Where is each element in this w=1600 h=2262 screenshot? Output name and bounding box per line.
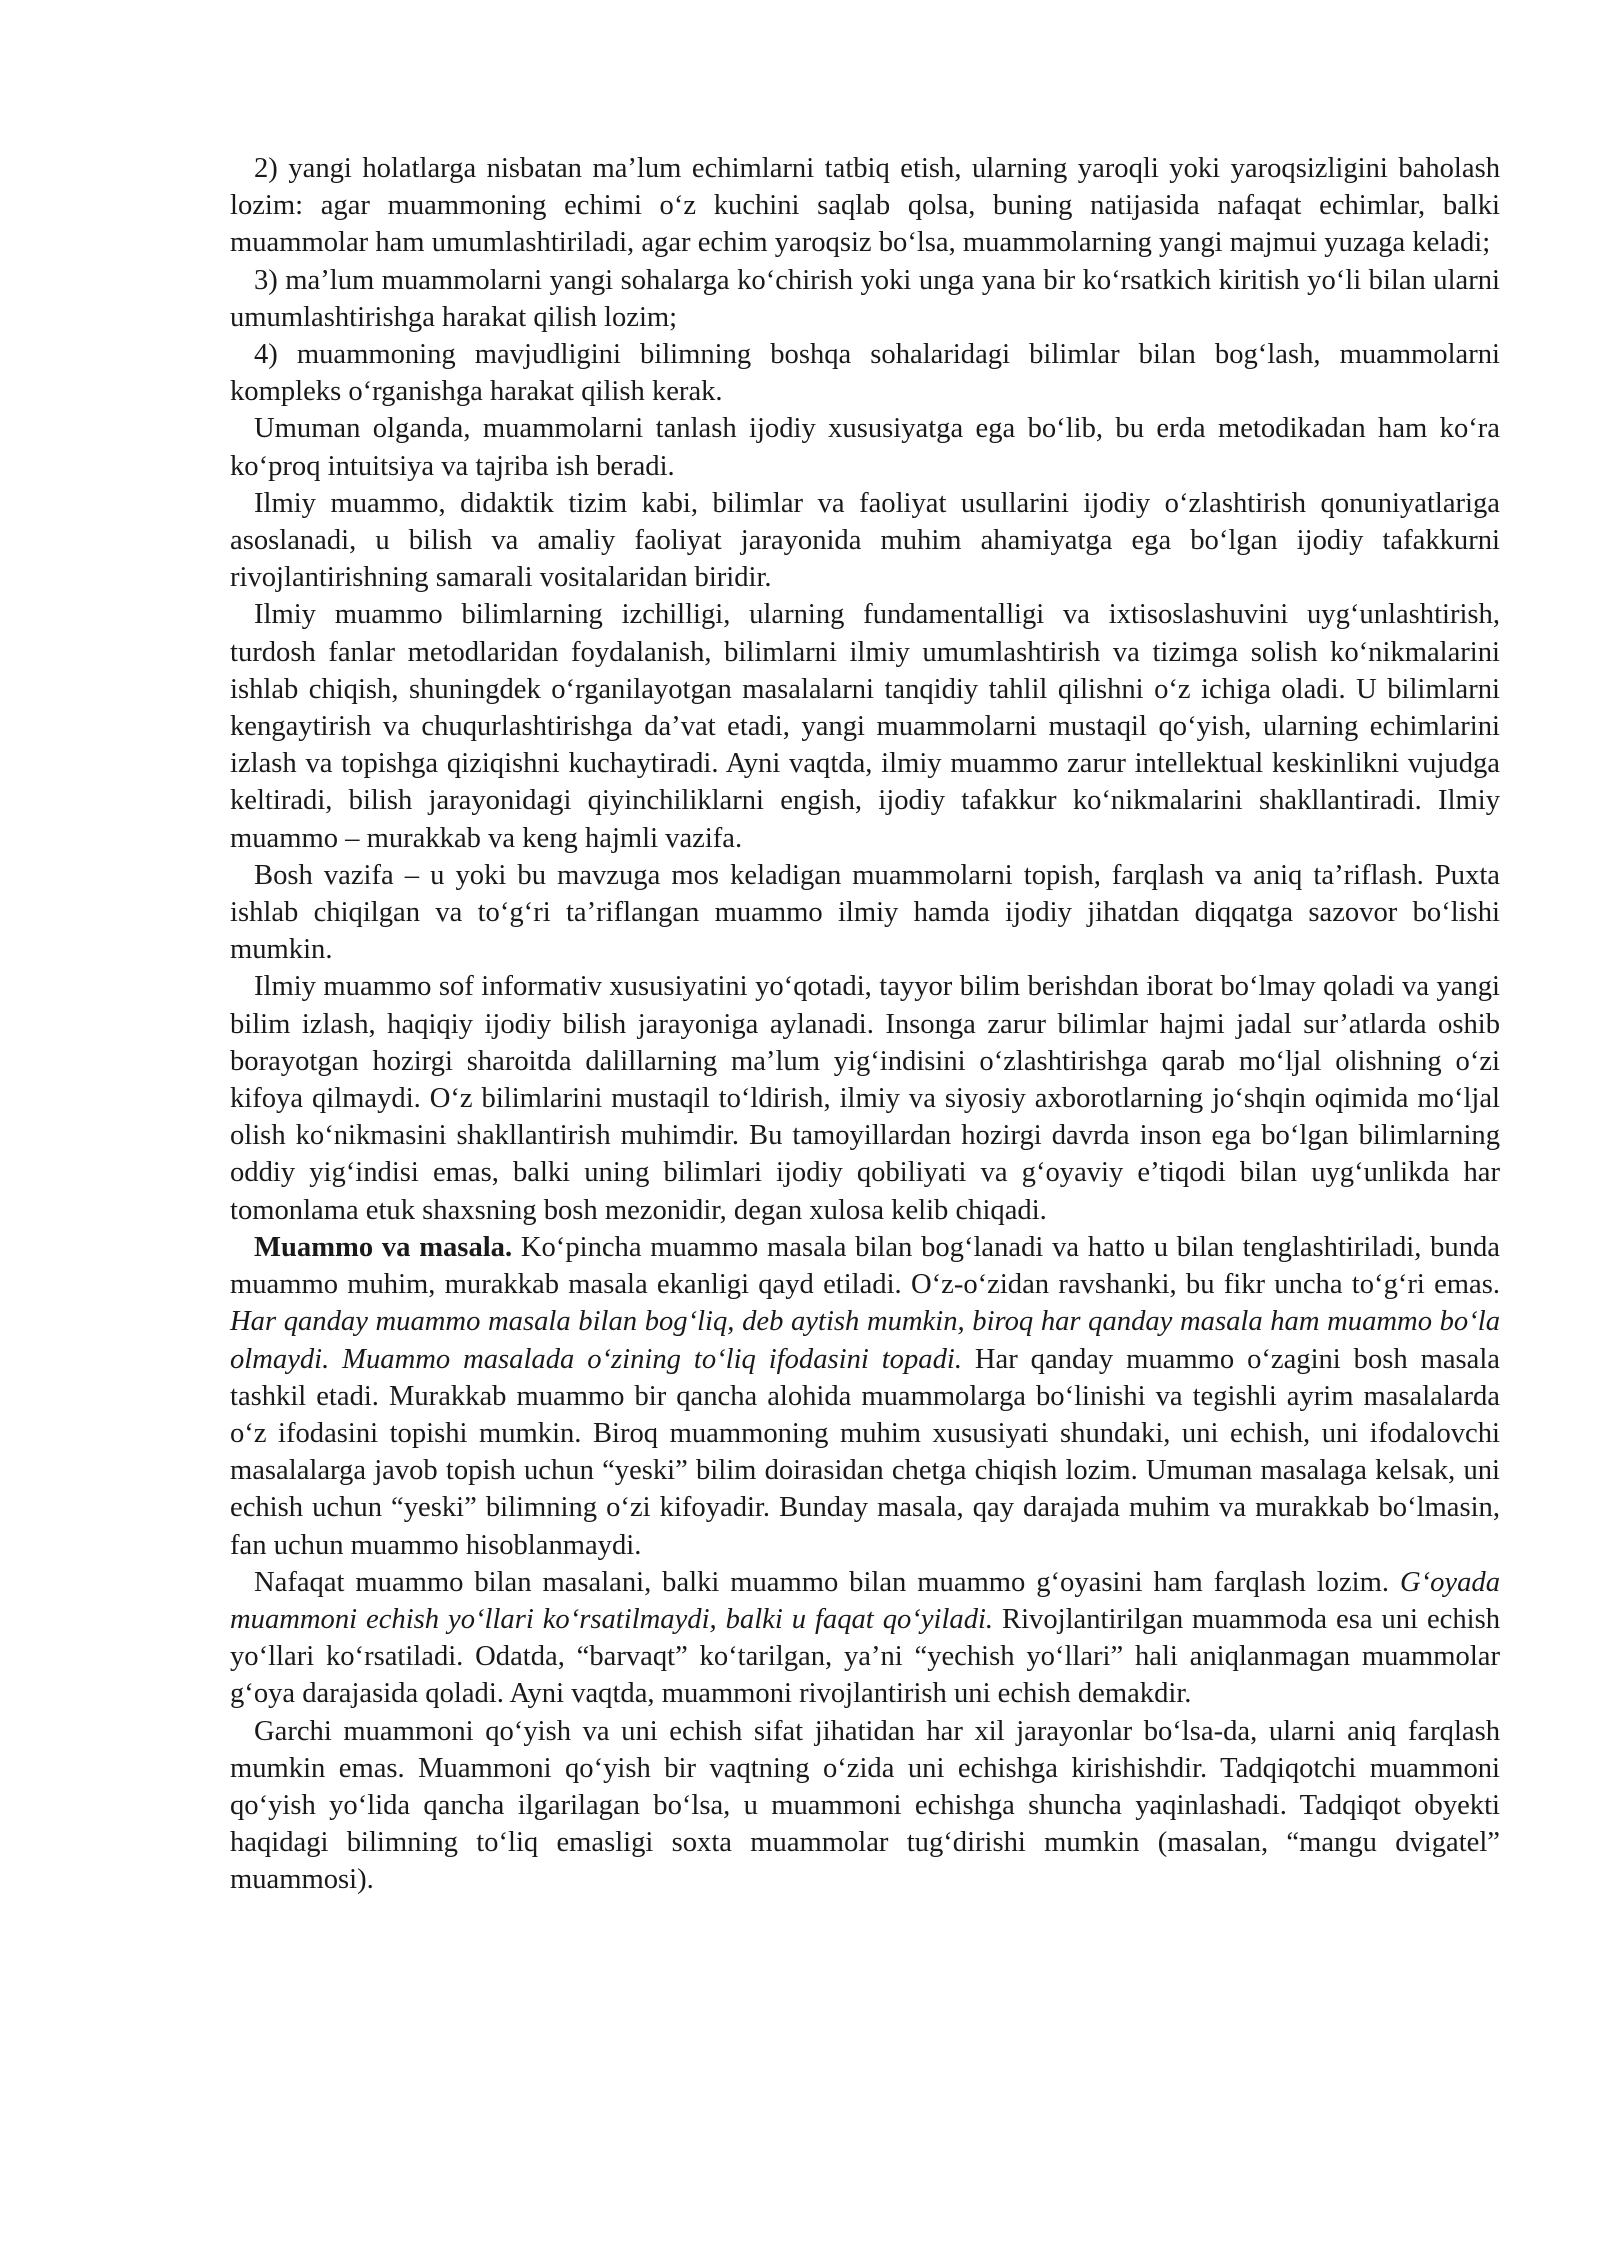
paragraph (230, 410, 1500, 484)
paragraph-text: Nafaqat muammo bilan masalani, balki muammo bilan muammo g‘oyasini ham farqlash lozim. (254, 1566, 1400, 1598)
paragraph-text: Ilmiy muammo sof informativ xususiyatini yo‘qotadi, tayyor bilim berishdan iborat bo‘lmay qoladi va yangi bilim izlash, haqiqiy ijodiy bilish jarayoniga aylanadi. Insonga zarur bilimlar hajmi jadal sur’atlarda oshib borayotgan hozirgi sharoitda dalillarning ma’lum yig‘indisini o‘zlashtirishga qarab mo‘ljal olishning o‘zi kifoya qilmaydi. O‘z bilimlarini mustaqil to‘ldirish, ilmiy va siyosiy axborotlarning jo‘shqin oqimida mo‘ljal olish ko‘nikmasini shakllantirish muhimdir. Bu tamoyillardan hozirgi davrda inson ega bo‘lgan bilimlarning oddiy yig‘indisi emas, balki uning bilimlari ijodiy qobiliyati va g‘oyaviy e’tiqodi bilan uyg‘unlikda har tomonlama etuk shaxsning bosh mezonidir, degan xulosa kelib chiqadi. (230, 971, 1500, 1226)
paragraph-text: Ilmiy muammo bilimlarning izchilligi, ularning fundamentalligi va ixtisoslashuvini uyg‘unlashtirish, turdosh fanlar metodlaridan foydalanish, bilimlarni ilmiy umumlashtirish va tizimga solish ko‘nikmalarini ishlab chiqish, shuningdek o‘rganilayotgan masalalarni tanqidiy tahlil qilishni o‘z ichiga oladi. U bilimlarni kengaytirish va chuqurlashtirishga da’vat etadi, yangi muammolarni mustaqil qo‘yish, ularning echimlarini izlash va topishga qiziqishni kuchaytiradi. Ayni vaqtda, ilmiy muammo zarur intellektual keskinlikni vujudga keltiradi, bilish jarayonidagi qiyinchiliklarni engish, ijodiy tafakkur ko‘nikmalarini shakllantiradi. Ilmiy muammo – murakkab va keng hajmli vazifa. (230, 599, 1500, 854)
paragraph-text: Ilmiy muammo, didaktik tizim kabi, bilimlar va faoliyat usullarini ijodiy o‘zlashtirish qonuniyatlariga asoslanadi, u bilish va amaliy faoliyat jarayonida muhim ahamiyatga ega bo‘lgan ijodiy tafakkurni rivojlantirishning samarali vositalaridan biridir. (230, 487, 1500, 594)
paragraph-text: 4) muammoning mavjudligini bilimning boshqa sohalaridagi bilimlar bilan bog‘lash, muammolarni kompleks o‘rganishga harakat qilish kerak. (230, 339, 1500, 408)
paragraph (230, 857, 1500, 969)
paragraph (230, 968, 1500, 1228)
paragraph-text: Rivojlantirilgan muammoda esa uni echish yo‘llari ko‘rsatiladi. Odatda, “barvaqt” ko‘tarilgan, ya’ni “yechish yo‘llari” hali aniqlanmagan muammolar g‘oya darajasida qoladi. Ayni vaqtda, muammoni rivojlantirish uni echish demakdir. (230, 1603, 1500, 1710)
paragraph (230, 1713, 1500, 1899)
paragraph-italic-text: Har qanday muammo masala bilan bog‘liq, deb aytish mumkin, biroq har qanday masala ham muammo bo‘la olmaydi. Muammo masalada o‘zining to‘liq ifodasini topadi. (230, 1306, 1500, 1375)
paragraph-italic-text: G‘oyada muammoni echish yo‘llari ko‘rsatilmaydi, balki u faqat qo‘yiladi. (230, 1566, 1500, 1635)
paragraph (230, 150, 1500, 262)
paragraph (230, 596, 1500, 856)
paragraph-text: Garchi muammoni qo‘yish va uni echish sifat jihatidan har xil jarayonlar bo‘lsa-da, ularni aniq farqlash mumkin emas. Muammoni qo‘yish bir vaqtning o‘zida uni echishga kirishishdir. Tadqiqotchi muammoni qo‘yish yo‘lida qancha ilgarilagan bo‘lsa, u muammoni echishga shuncha yaqinlashadi. Tadqiqot obyekti haqidagi bilimning to‘liq emasligi soxta muammolar tug‘dirishi mumkin (masalan, “mangu dvigatel” muammosi). (230, 1715, 1500, 1896)
paragraph-text: Ko‘pincha muammo masala bilan bog‘lanadi va hatto u bilan tenglashtiriladi, bunda muammo muhim, murakkab masala ekanligi qayd etiladi. O‘z-o‘zidan ravshanki, bu fikr uncha to‘g‘ri emas. (230, 1231, 1500, 1301)
paragraph-text: 3) ma’lum muammolarni yangi sohalarga ko‘chirish yoki unga yana bir ko‘rsatkich kiritish yo‘li bilan ularni umumlashtirishga harakat qilish lozim; (230, 264, 1500, 333)
paragraph-text: Umuman olganda, muammolarni tanlash ijodiy xususiyatga ega bo‘lib, bu erda metodikadan ham ko‘ra ko‘proq intuitsiya va tajriba ish beradi. (230, 413, 1500, 482)
paragraph-text: Bosh vazifa – u yoki bu mavzuga mos keladigan muammolarni topish, farqlash va aniq ta’riflash. Puxta ishlab chiqilgan va to‘g‘ri ta’riflangan muammo ilmiy hamda ijodiy jihatdan diqqatga sazovor bo‘lishi mumkin. (230, 859, 1500, 966)
paragraph (230, 1564, 1500, 1713)
paragraph (230, 485, 1500, 597)
document-page (230, 150, 1500, 1899)
paragraph (230, 262, 1500, 336)
paragraph-muammo-va-masala (230, 1229, 1500, 1564)
paragraph-text: 2) yangi holatlarga nisbatan ma’lum echimlarni tatbiq etish, ularning yaroqli yoki yaroqsizligini baholash lozim: agar muammoning echimi o‘z kuchini saqlab qolsa, buning natijasida nafaqat echimlar, balki muammolar ham umumlashtiriladi, agar echim yaroqsiz bo‘lsa, muammolarning yangi majmui yuzaga keladi; (230, 153, 1500, 259)
paragraph (230, 336, 1500, 410)
paragraph-text: Har qanday muammo o‘zagini bosh masala tashkil etadi. Murakkab muammo bir qancha alohida muammolarga bo‘linishi va tegishli ayrim masalalarda o‘z ifodasini topishi mumkin. Biroq muammoning muhim xususiyati shundaki, uni echish, uni ifodalovchi masalalarga javob topish uchun “yeski” bilim doirasidan chetga chiqish lozim. Umuman masalaga kelsak, uni echish uchun “yeski” bilimning o‘zi kifoyadir. Bunday masala, qay darajada muhim va murakkab bo‘lmasin, fan uchun muammo hisoblanmaydi. (230, 1343, 1500, 1561)
section-heading-inline: Muammo va masala. (254, 1231, 513, 1263)
